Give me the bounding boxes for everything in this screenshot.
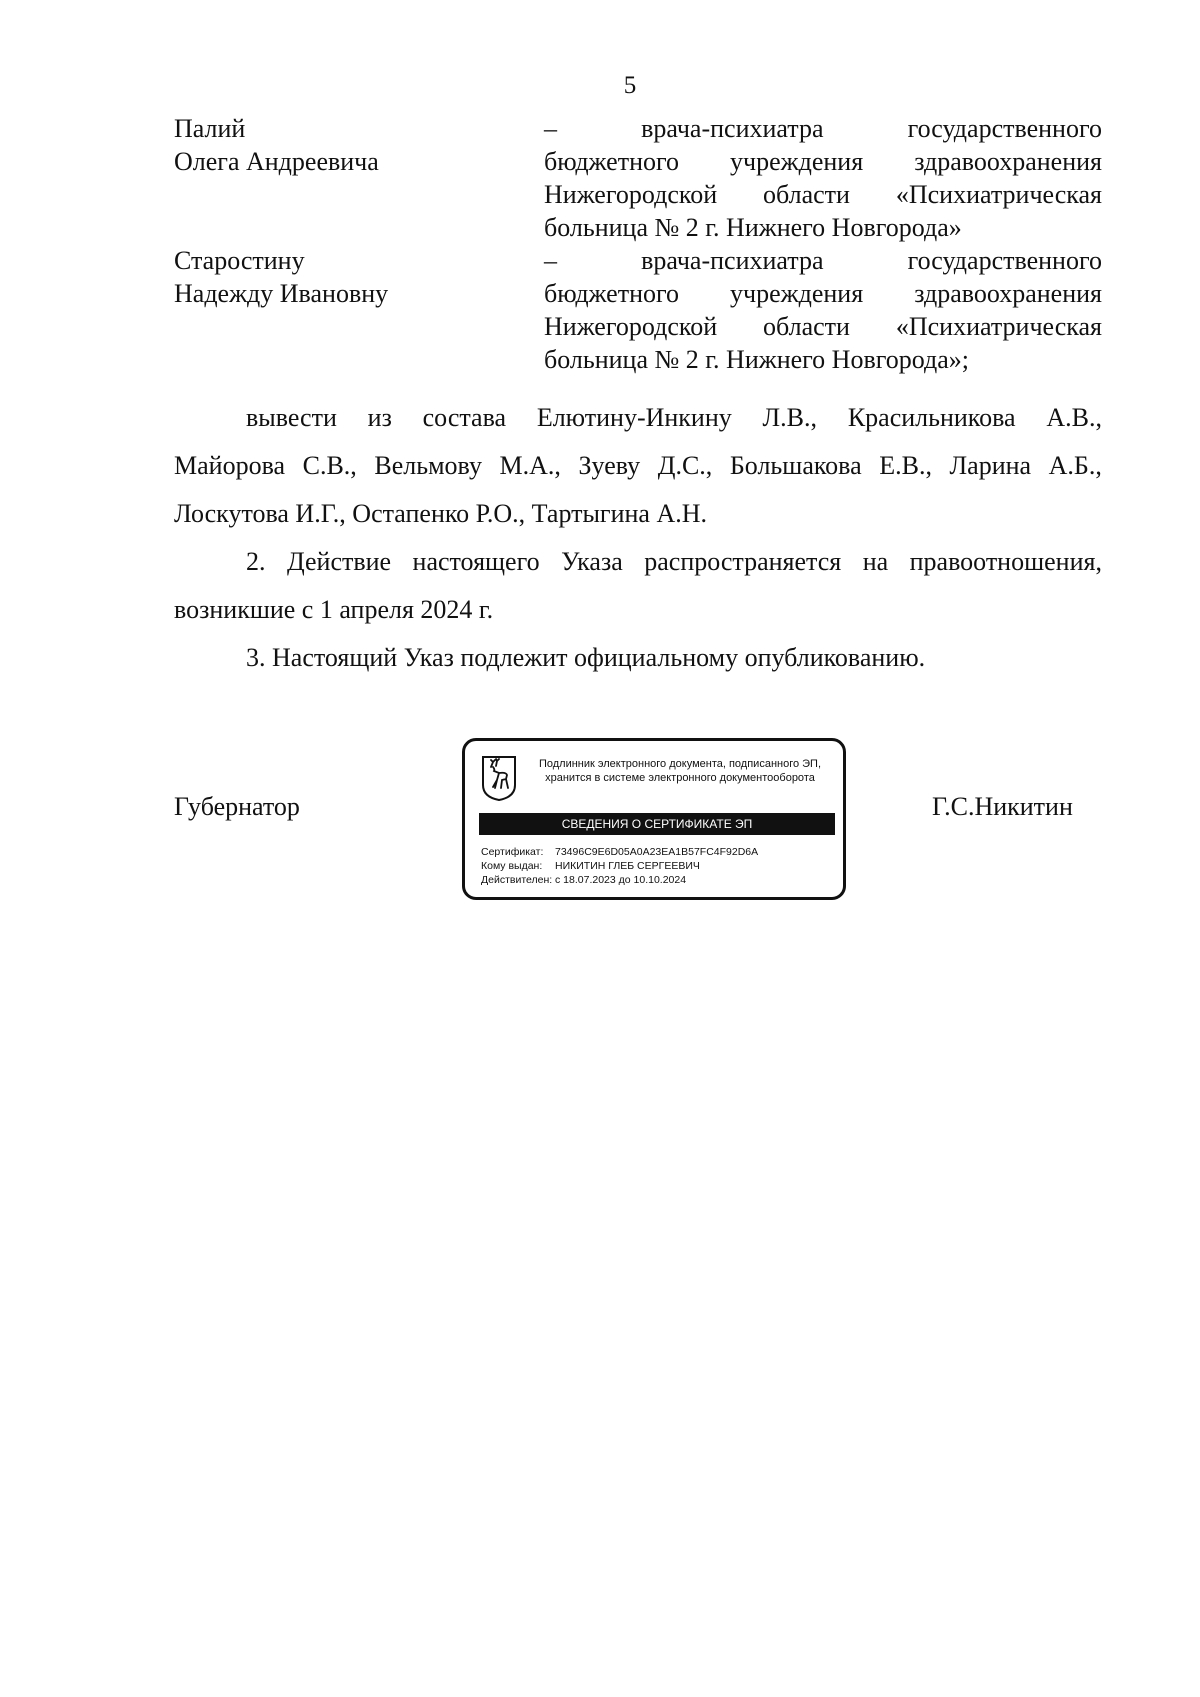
clause-2-line-2: возникшие с 1 апреля 2024 г.	[174, 595, 494, 624]
signatory-name: Г.С.Никитин	[932, 792, 1073, 821]
stamp-caption: Подлинник электронного документа, подписанного ЭП, хранится в системе электронного документооборота	[538, 758, 822, 784]
certificate-value: 73496C9E6D05A0A23EA1B57FC4F92D6A	[555, 846, 759, 858]
clause-2	[174, 538, 1102, 634]
position-word: государственного	[907, 246, 1102, 275]
appointee-name	[174, 112, 514, 178]
position-rest: бюджетного учреждения здравоохранения Нижегородской области «Психиатрическая больница № 2 г. Нижнего Новгорода»;	[544, 279, 1102, 374]
removal-line-2: Майорова С.В., Вельмову М.А., Зуеву Д.С., Большакова Е.В., Ларина А.Б.,	[174, 451, 1102, 480]
appointee-surname: Палий	[174, 114, 246, 143]
appointee-given-names: Олега Андреевича	[174, 147, 379, 176]
page-number: 5	[623, 72, 637, 99]
signatory-position: Губернатор	[174, 792, 300, 821]
appointee-given-names: Надежду Ивановну	[174, 279, 389, 308]
appointee-name	[174, 244, 514, 310]
position-word: государственного	[907, 114, 1102, 143]
clause-3	[174, 634, 1102, 682]
removal-line-1: вывести из состава Елютину-Инкину Л.В., Красильникова А.В.,	[246, 403, 1102, 432]
validity-label: Действителен:	[481, 874, 553, 886]
clause-3-text: 3. Настоящий Указ подлежит официальному опубликованию.	[246, 643, 926, 672]
issued-to-value: НИКИТИН ГЛЕБ СЕРГЕЕВИЧ	[555, 860, 700, 872]
appointee-position	[544, 244, 1102, 376]
clause-2-line-1: 2. Действие настоящего Указа распространяется на правоотношения,	[246, 547, 1102, 576]
dash: –	[544, 114, 557, 143]
certificate-details	[481, 845, 758, 887]
appointee-position	[544, 112, 1102, 244]
electronic-signature-stamp	[462, 738, 846, 900]
stamp-title-bar: СВЕДЕНИЯ О СЕРТИФИКАТЕ ЭП	[479, 813, 835, 835]
certificate-label: Сертификат:	[481, 846, 544, 858]
position-word: врача-психиатра	[641, 246, 824, 275]
dash: –	[544, 246, 557, 275]
validity-value: с 18.07.2023 до 10.10.2024	[555, 874, 687, 886]
deer-emblem-icon	[481, 755, 517, 801]
removal-paragraph	[174, 394, 1102, 538]
position-word: врача-психиатра	[641, 114, 824, 143]
appointee-surname: Старостину	[174, 246, 305, 275]
position-rest: бюджетного учреждения здравоохранения Нижегородской области «Психиатрическая больница № 2 г. Нижнего Новгорода»	[544, 147, 1102, 242]
issued-to-label: Кому выдан:	[481, 860, 543, 872]
removal-line-3: Лоскутова И.Г., Остапенко Р.О., Тартыгина А.Н.	[174, 499, 708, 528]
